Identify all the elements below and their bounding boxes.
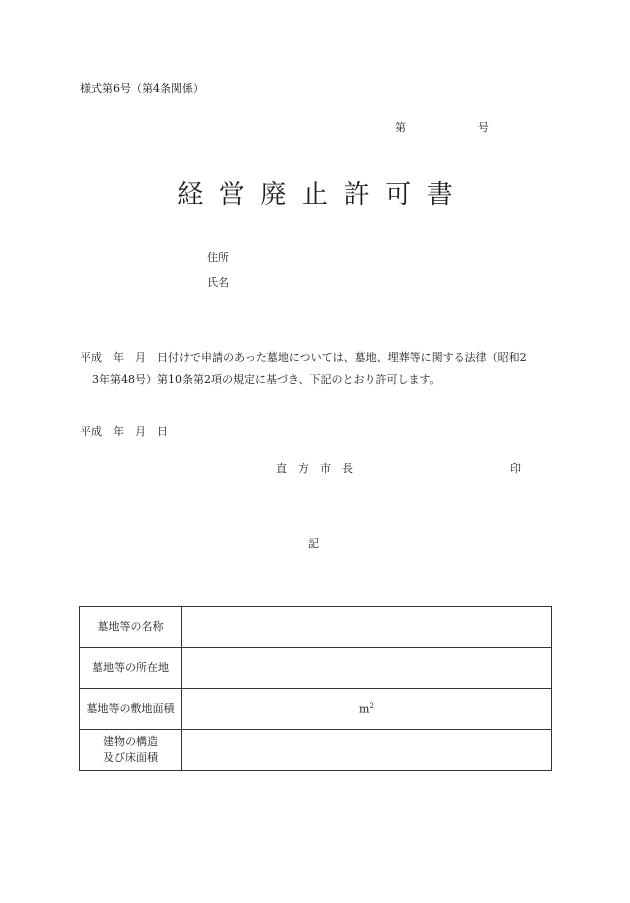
document-number-go: 号 xyxy=(478,121,489,134)
issue-date: 平成 年 月 日 xyxy=(80,425,168,438)
document-title: 経営廃止許可書 xyxy=(177,180,469,210)
label-building-structure xyxy=(80,730,182,771)
address-label: 住所 xyxy=(207,251,229,264)
body-line-2: 3年第48号）第10条第2項の規定に基づき、下記のとおり許可します。 xyxy=(92,373,441,386)
table-row xyxy=(80,607,552,648)
form-number: 様式第6号（第4条関係） xyxy=(80,82,204,95)
table-row xyxy=(80,648,552,689)
label-site-area: 墓地等の敷地面積 xyxy=(80,689,182,730)
label-building-structure-line1: 建物の構造 xyxy=(103,735,158,748)
value-cemetery-name xyxy=(182,607,552,648)
issuer-title: 直 方 市 長 xyxy=(276,462,353,475)
table-row xyxy=(80,689,552,730)
area-unit: m xyxy=(359,702,370,716)
value-site-area xyxy=(182,689,552,730)
value-building-structure xyxy=(182,730,552,771)
document-number-dai: 第 xyxy=(395,121,406,134)
table-row xyxy=(80,730,552,771)
ki-heading: 記 xyxy=(308,537,319,550)
label-building-structure-line2: 及び床面積 xyxy=(103,751,158,764)
value-cemetery-location xyxy=(182,648,552,689)
permission-body xyxy=(80,347,552,391)
name-label: 氏名 xyxy=(207,276,229,289)
seal-mark: 印 xyxy=(510,462,521,475)
label-cemetery-location: 墓地等の所在地 xyxy=(80,648,182,689)
body-line-1: 平成 年 月 日付けで申請のあった墓地については、墓地、埋葬等に関する法律（昭和2 xyxy=(80,351,527,364)
label-cemetery-name: 墓地等の名称 xyxy=(80,607,182,648)
area-unit-superscript: 2 xyxy=(369,702,374,711)
cemetery-info-table xyxy=(79,606,552,771)
